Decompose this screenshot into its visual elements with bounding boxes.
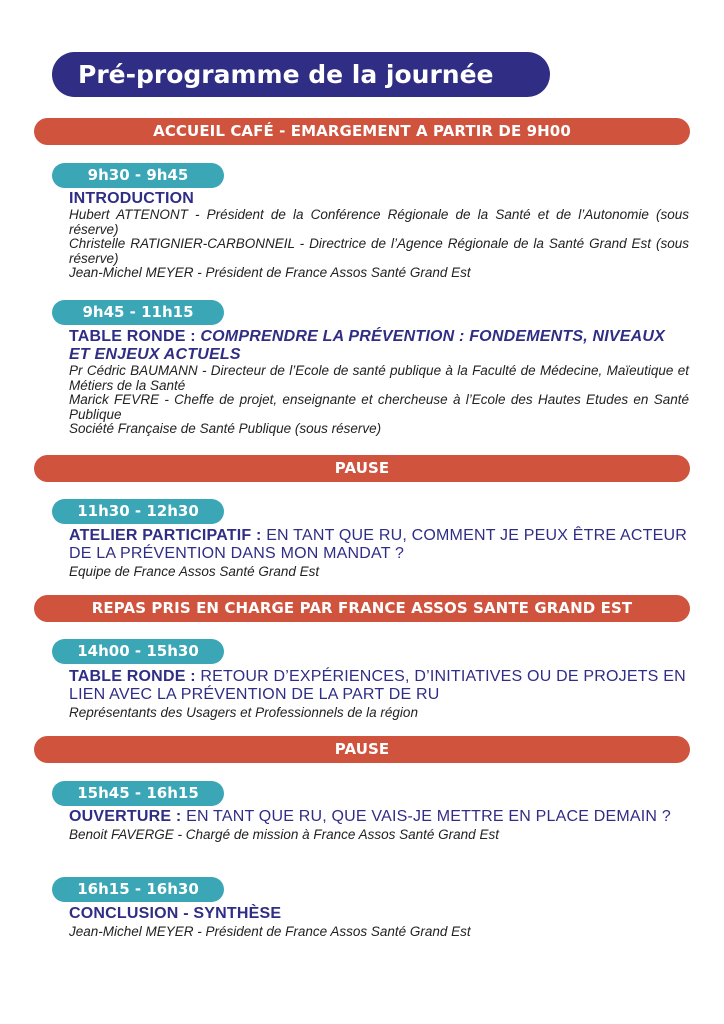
session-heading (69, 190, 689, 208)
session-label: CONCLUSION - SYNTHÈSE (69, 905, 282, 922)
time-badge: 9h30 - 9h45 (52, 163, 224, 188)
speaker-line: Benoit FAVERGE - Chargé de mission à France Assos Santé Grand Est (69, 827, 499, 842)
time-badge: 16h15 - 16h30 (52, 877, 224, 902)
session-label: INTRODUCTION (69, 190, 195, 207)
speaker-line: Représentants des Usagers et Professionnels de la région (69, 705, 418, 720)
speaker-line: Equipe de France Assos Santé Grand Est (69, 564, 320, 579)
banner-lunch: REPAS PRIS EN CHARGE PAR FRANCE ASSOS SANTE GRAND EST (34, 595, 690, 622)
banner-welcome: ACCUEIL CAFÉ - EMARGEMENT A PARTIR DE 9H00 (34, 118, 690, 145)
time-badge: 9h45 - 11h15 (52, 300, 224, 325)
session-subtitle: EN TANT QUE RU, QUE VAIS-JE METTRE EN PLACE DEMAIN ? (186, 808, 671, 825)
time-badge: 11h30 - 12h30 (52, 499, 224, 524)
banner-pause: PAUSE (34, 736, 690, 763)
page-title: Pré-programme de la journée (52, 52, 550, 97)
speaker-line: Christelle RATIGNIER-CARBONNEIL - Directrice de l’Agence Régionale de la Santé Grand Est (sous réserve) (69, 236, 689, 266)
session-atelier (69, 527, 689, 580)
speaker-line: Jean-Michel MEYER - Président de France Assos Santé Grand Est (69, 265, 471, 280)
session-label: ATELIER PARTICIPATIF : (69, 527, 267, 544)
session-conclusion (69, 905, 689, 940)
session-label: TABLE RONDE : (69, 668, 201, 685)
session-table-ronde-retour (69, 668, 689, 721)
session-subtitle: COMPRENDRE LA PRÉVENTION : FONDEMENTS, NIVEAUX ET ENJEUX ACTUELS (69, 328, 666, 363)
speaker-line: Pr Cédric BAUMANN - Directeur de l’Ecole de santé publique à la Faculté de Médecine, Maïeutique et Métiers de la Santé (69, 363, 689, 393)
session-heading (69, 527, 689, 563)
time-badge: 15h45 - 16h15 (52, 781, 224, 806)
session-ouverture (69, 808, 689, 843)
speaker-line: Marick FEVRE - Cheffe de projet, enseignante et chercheuse à l’Ecole des Hautes Etudes en Santé Publique (69, 392, 689, 422)
session-table-ronde-prevention (69, 328, 689, 437)
session-heading (69, 808, 689, 826)
session-subtitle: EN TANT QUE RU, COMMENT JE PEUX ÊTRE ACTEUR DE LA PRÉVENTION DANS MON MANDAT ? (69, 527, 687, 562)
speaker-line: Jean-Michel MEYER - Président de France Assos Santé Grand Est (69, 924, 471, 939)
session-heading (69, 905, 689, 923)
speaker-line: Société Française de Santé Publique (sous réserve) (69, 421, 382, 436)
session-subtitle: RETOUR D’EXPÉRIENCES, D’INITIATIVES OU DE PROJETS EN LIEN AVEC LA PRÉVENTION DE LA PART DE RU (69, 668, 686, 703)
session-introduction (69, 190, 689, 281)
session-label: TABLE RONDE : (69, 328, 201, 345)
session-heading (69, 668, 689, 704)
speaker-line: Hubert ATTENONT - Président de la Conférence Régionale de la Santé et de l’Autonomie (sous réserve) (69, 207, 689, 237)
banner-pause: PAUSE (34, 455, 690, 482)
session-label: OUVERTURE : (69, 808, 187, 825)
session-heading (69, 328, 689, 364)
time-badge: 14h00 - 15h30 (52, 639, 224, 664)
